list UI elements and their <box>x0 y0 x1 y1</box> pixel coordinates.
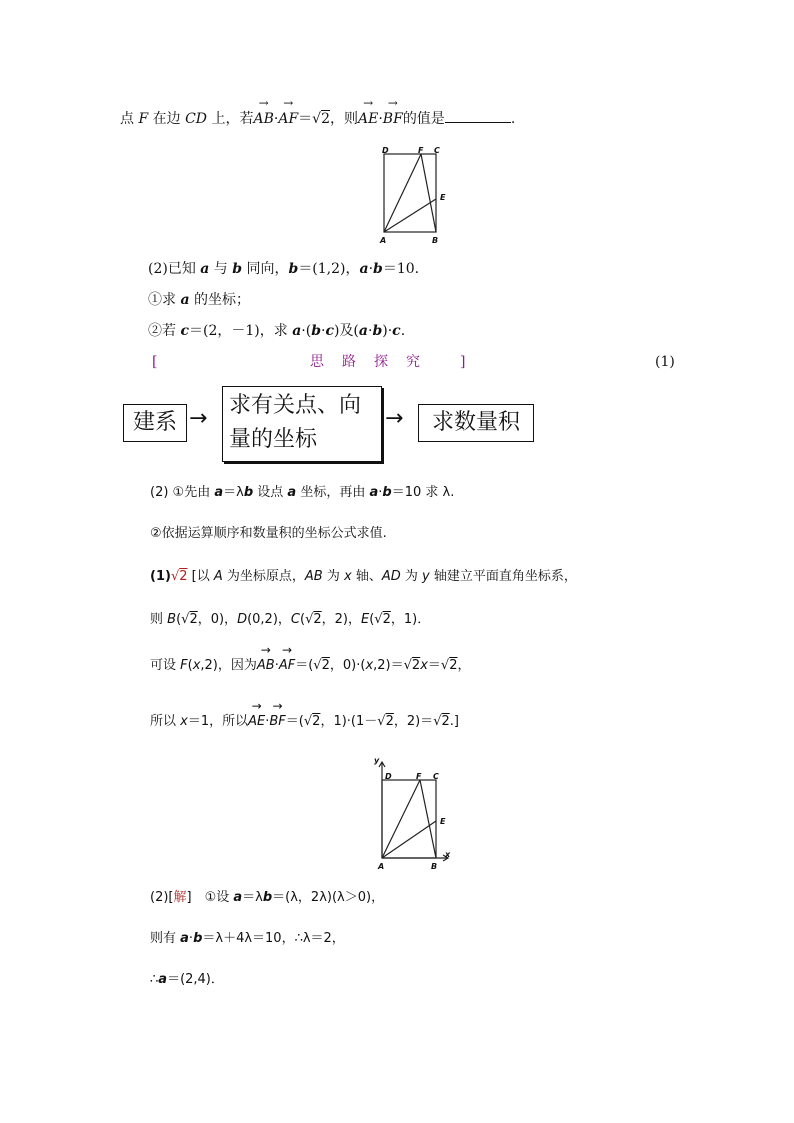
solution1-line1: (1)√2 [以 A 为坐标原点，AB 为 x 轴、AD 为 y 轴建立平面直角坐标系， <box>150 569 577 584</box>
flow-arrow-2: → <box>385 406 404 431</box>
section-header-title: 思 路 探 究 <box>310 354 422 370</box>
fig2-label-E: E <box>440 817 446 826</box>
fig1-label-F: F <box>418 146 424 155</box>
solution2-line3: ∴a＝(2,4)． <box>150 972 224 987</box>
fig1-label-A: A <box>380 236 387 245</box>
fig2-label-F: F <box>416 772 422 781</box>
section-header-number: (1) <box>655 354 675 370</box>
solution2-line1: (2)[解] ①设 a＝λb＝(λ，2λ)(λ＞0)， <box>150 890 385 905</box>
flow-box-dot-product: 求数量积 <box>418 404 534 442</box>
flow-box-coordinates: 求有关点、向 量的坐标 <box>222 386 382 462</box>
flow-arrow-1: → <box>189 406 208 431</box>
fig2-label-y: y <box>374 756 380 765</box>
fig2-label-B: B <box>431 862 438 871</box>
section-header-close: ] <box>460 354 466 370</box>
fig1-label-C: C <box>434 146 440 155</box>
solution2-line2: 则有 a·b＝λ＋4λ＝10，∴λ＝2， <box>150 931 345 946</box>
section-header-open: [ <box>152 354 158 370</box>
solution1-line2: 则 B(√2，0)，D(0,2)，C(√2，2)，E(√2，1)． <box>150 612 431 627</box>
fig2-label-C: C <box>433 772 439 781</box>
fig1-label-E: E <box>440 193 446 202</box>
solution1-line3: 可设 F(x,2)，因为→ AB·→ AF＝(√2，0)·(x,2)＝√2x＝√2， <box>150 656 471 676</box>
fig2-label-x: x <box>445 850 451 859</box>
fig2-label-A: A <box>378 862 385 871</box>
solution1-line4: 所以 x＝1，所以→ AE·→ BF＝(√2，1)·(1－√2，2)＝√2.] <box>150 712 459 732</box>
flow-box-build-system: 建系 <box>123 404 187 442</box>
fig1-label-D: D <box>382 146 389 155</box>
hint2-line2: ②依据运算顺序和数量积的坐标公式求值. <box>150 526 387 541</box>
problem2-line2: ①求 a 的坐标； <box>148 292 250 308</box>
fig1-label-B: B <box>432 236 439 245</box>
answer-blank <box>445 108 511 123</box>
rectangle-figure-1 <box>374 144 464 250</box>
hint2-line1: (2) ①先由 a＝λb 设点 a 坐标，再由 a·b＝10 求 λ. <box>150 485 455 500</box>
problem1-line: 点 F 在边 CD 上，若→ AB·→ AF＝√2，则→ AE·→ BF的值是 . <box>120 108 515 129</box>
problem2-line1: (2)已知 a 与 b 同向，b＝(1,2)，a·b＝10. <box>148 261 420 277</box>
rectangle-figure-2 <box>368 754 468 872</box>
fig2-label-D: D <box>385 772 392 781</box>
problem2-line3: ②若 c＝(2，－1)，求 a·(b·c)及(a·b)·c. <box>148 323 406 339</box>
